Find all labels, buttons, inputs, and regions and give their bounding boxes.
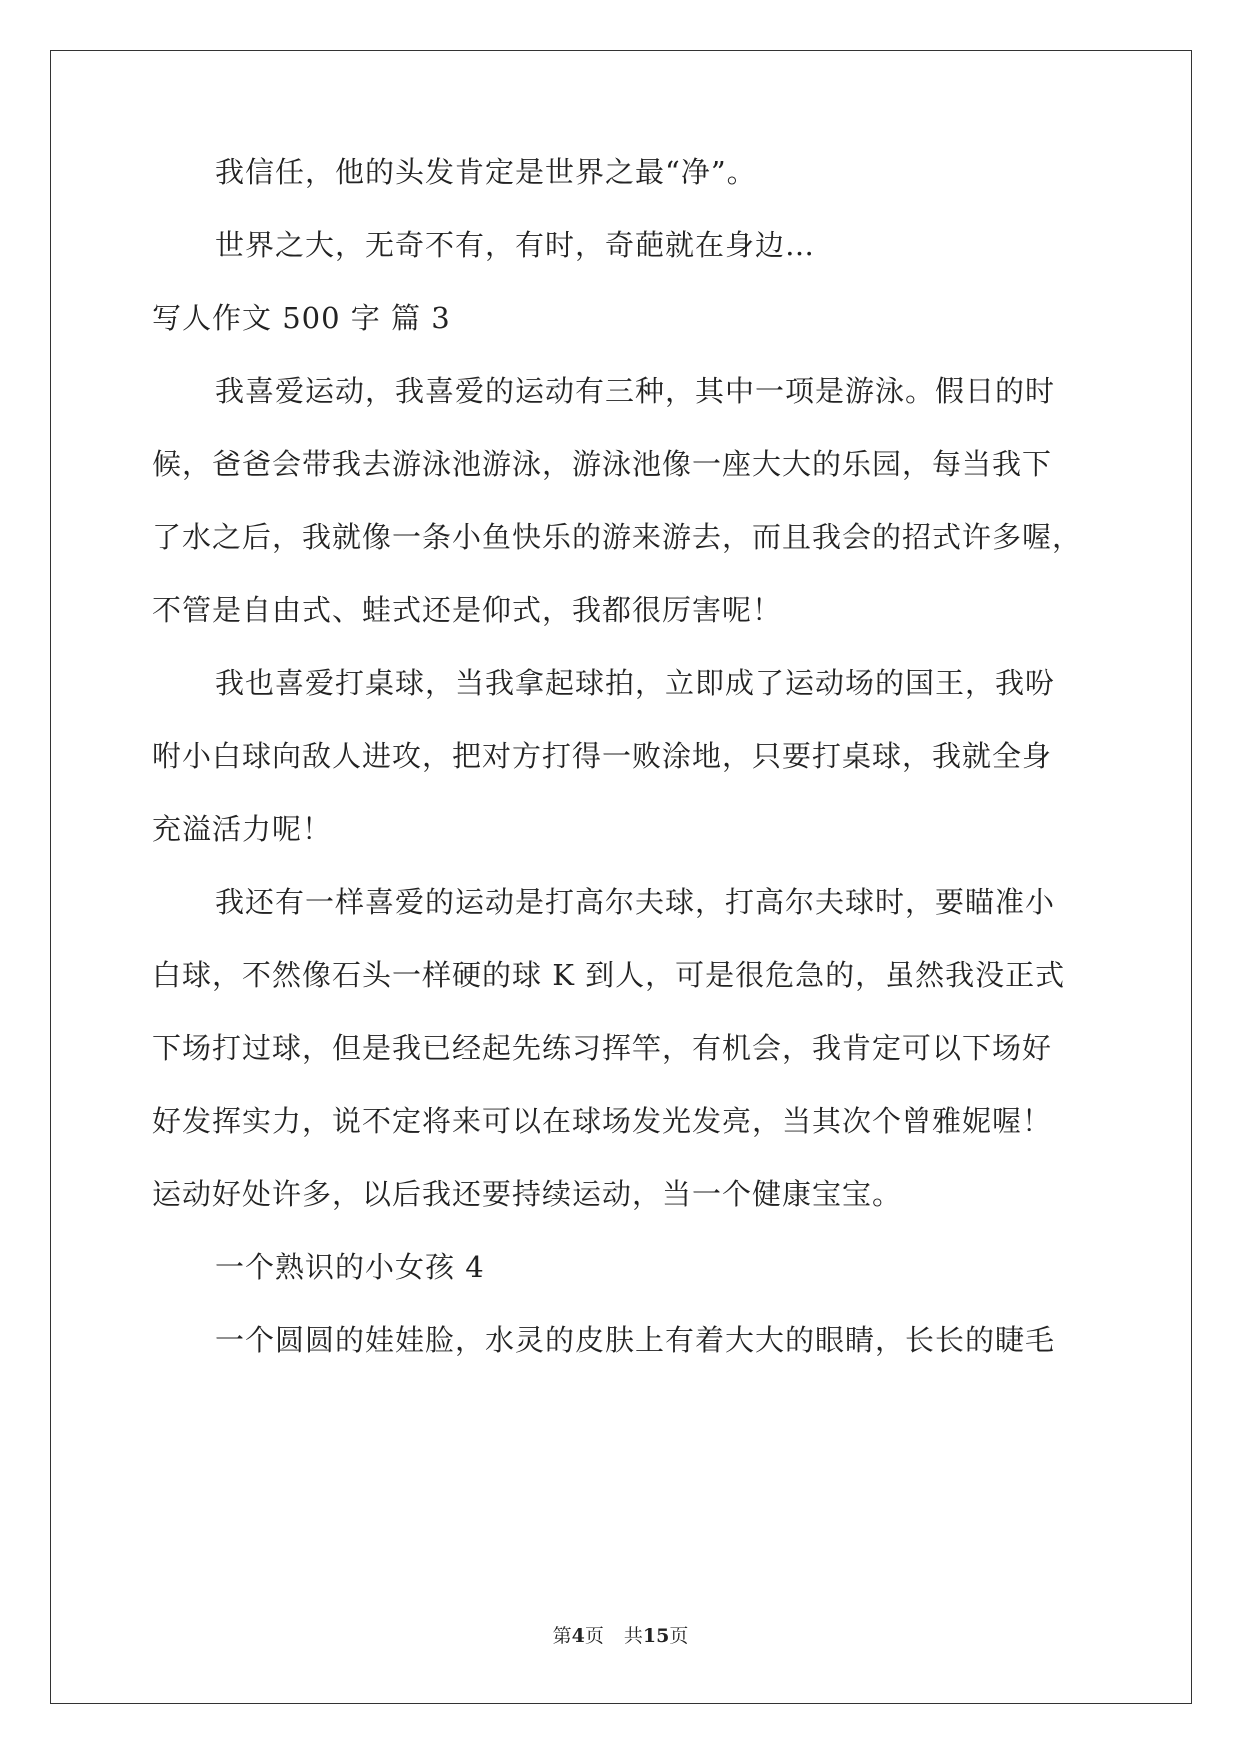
paragraph-line: 世界之大，无奇不有，有时，奇葩就在身边… [215, 228, 816, 262]
paragraph-line: 我还有一样喜爱的运动是打高尔夫球，打高尔夫球时，要瞄准小 [215, 885, 1056, 919]
footer-total-suffix: 页 [669, 1625, 689, 1647]
subheading: 一个熟识的小女孩 4 [215, 1250, 485, 1284]
paragraph-line: 运动好处许多，以后我还要持续运动，当一个健康宝宝。 [152, 1177, 903, 1211]
total-page-count: 15 [642, 1625, 670, 1647]
paragraph-line: 不管是自由式、蛙式还是仰式，我都很厉害呢！ [152, 593, 783, 627]
current-page-number: 4 [571, 1625, 585, 1647]
paragraph-line: 我喜爱运动，我喜爱的运动有三种，其中一项是游泳。假日的时 [215, 374, 1056, 408]
paragraph-line: 我也喜爱打桌球，当我拿起球拍，立即成了运动场的国王，我吩 [215, 666, 1056, 700]
footer-total-prefix: 共 [623, 1625, 643, 1647]
footer-page-suffix: 页 [584, 1625, 604, 1647]
paragraph-line: 咐小白球向敌人进攻，把对方打得一败涂地，只要打桌球，我就全身 [152, 739, 1053, 773]
paragraph-line: 白球，不然像石头一样硬的球 K 到人，可是很危急的，虽然我没正式 [152, 958, 1066, 992]
paragraph-line: 充溢活力呢！ [152, 812, 333, 846]
page-footer [0, 1624, 1241, 1648]
paragraph-line: 我信任，他的头发肯定是世界之最“净”。 [215, 155, 757, 189]
paragraph-line: 了水之后，我就像一条小鱼快乐的游来游去，而且我会的招式许多喔， [152, 520, 1083, 554]
paragraph-line: 候，爸爸会带我去游泳池游泳，游泳池像一座大大的乐园，每当我下 [152, 447, 1053, 481]
section-heading: 写人作文 500 字 篇 3 [152, 301, 451, 335]
paragraph-line: 好发挥实力，说不定将来可以在球场发光发亮，当其次个曾雅妮喔！ [152, 1104, 1053, 1138]
paragraph-line: 下场打过球，但是我已经起先练习挥竿，有机会，我肯定可以下场好 [152, 1031, 1053, 1065]
footer-prefix: 第 [552, 1625, 572, 1647]
paragraph-line: 一个圆圆的娃娃脸，水灵的皮肤上有着大大的眼睛，长长的睫毛 [215, 1323, 1056, 1357]
